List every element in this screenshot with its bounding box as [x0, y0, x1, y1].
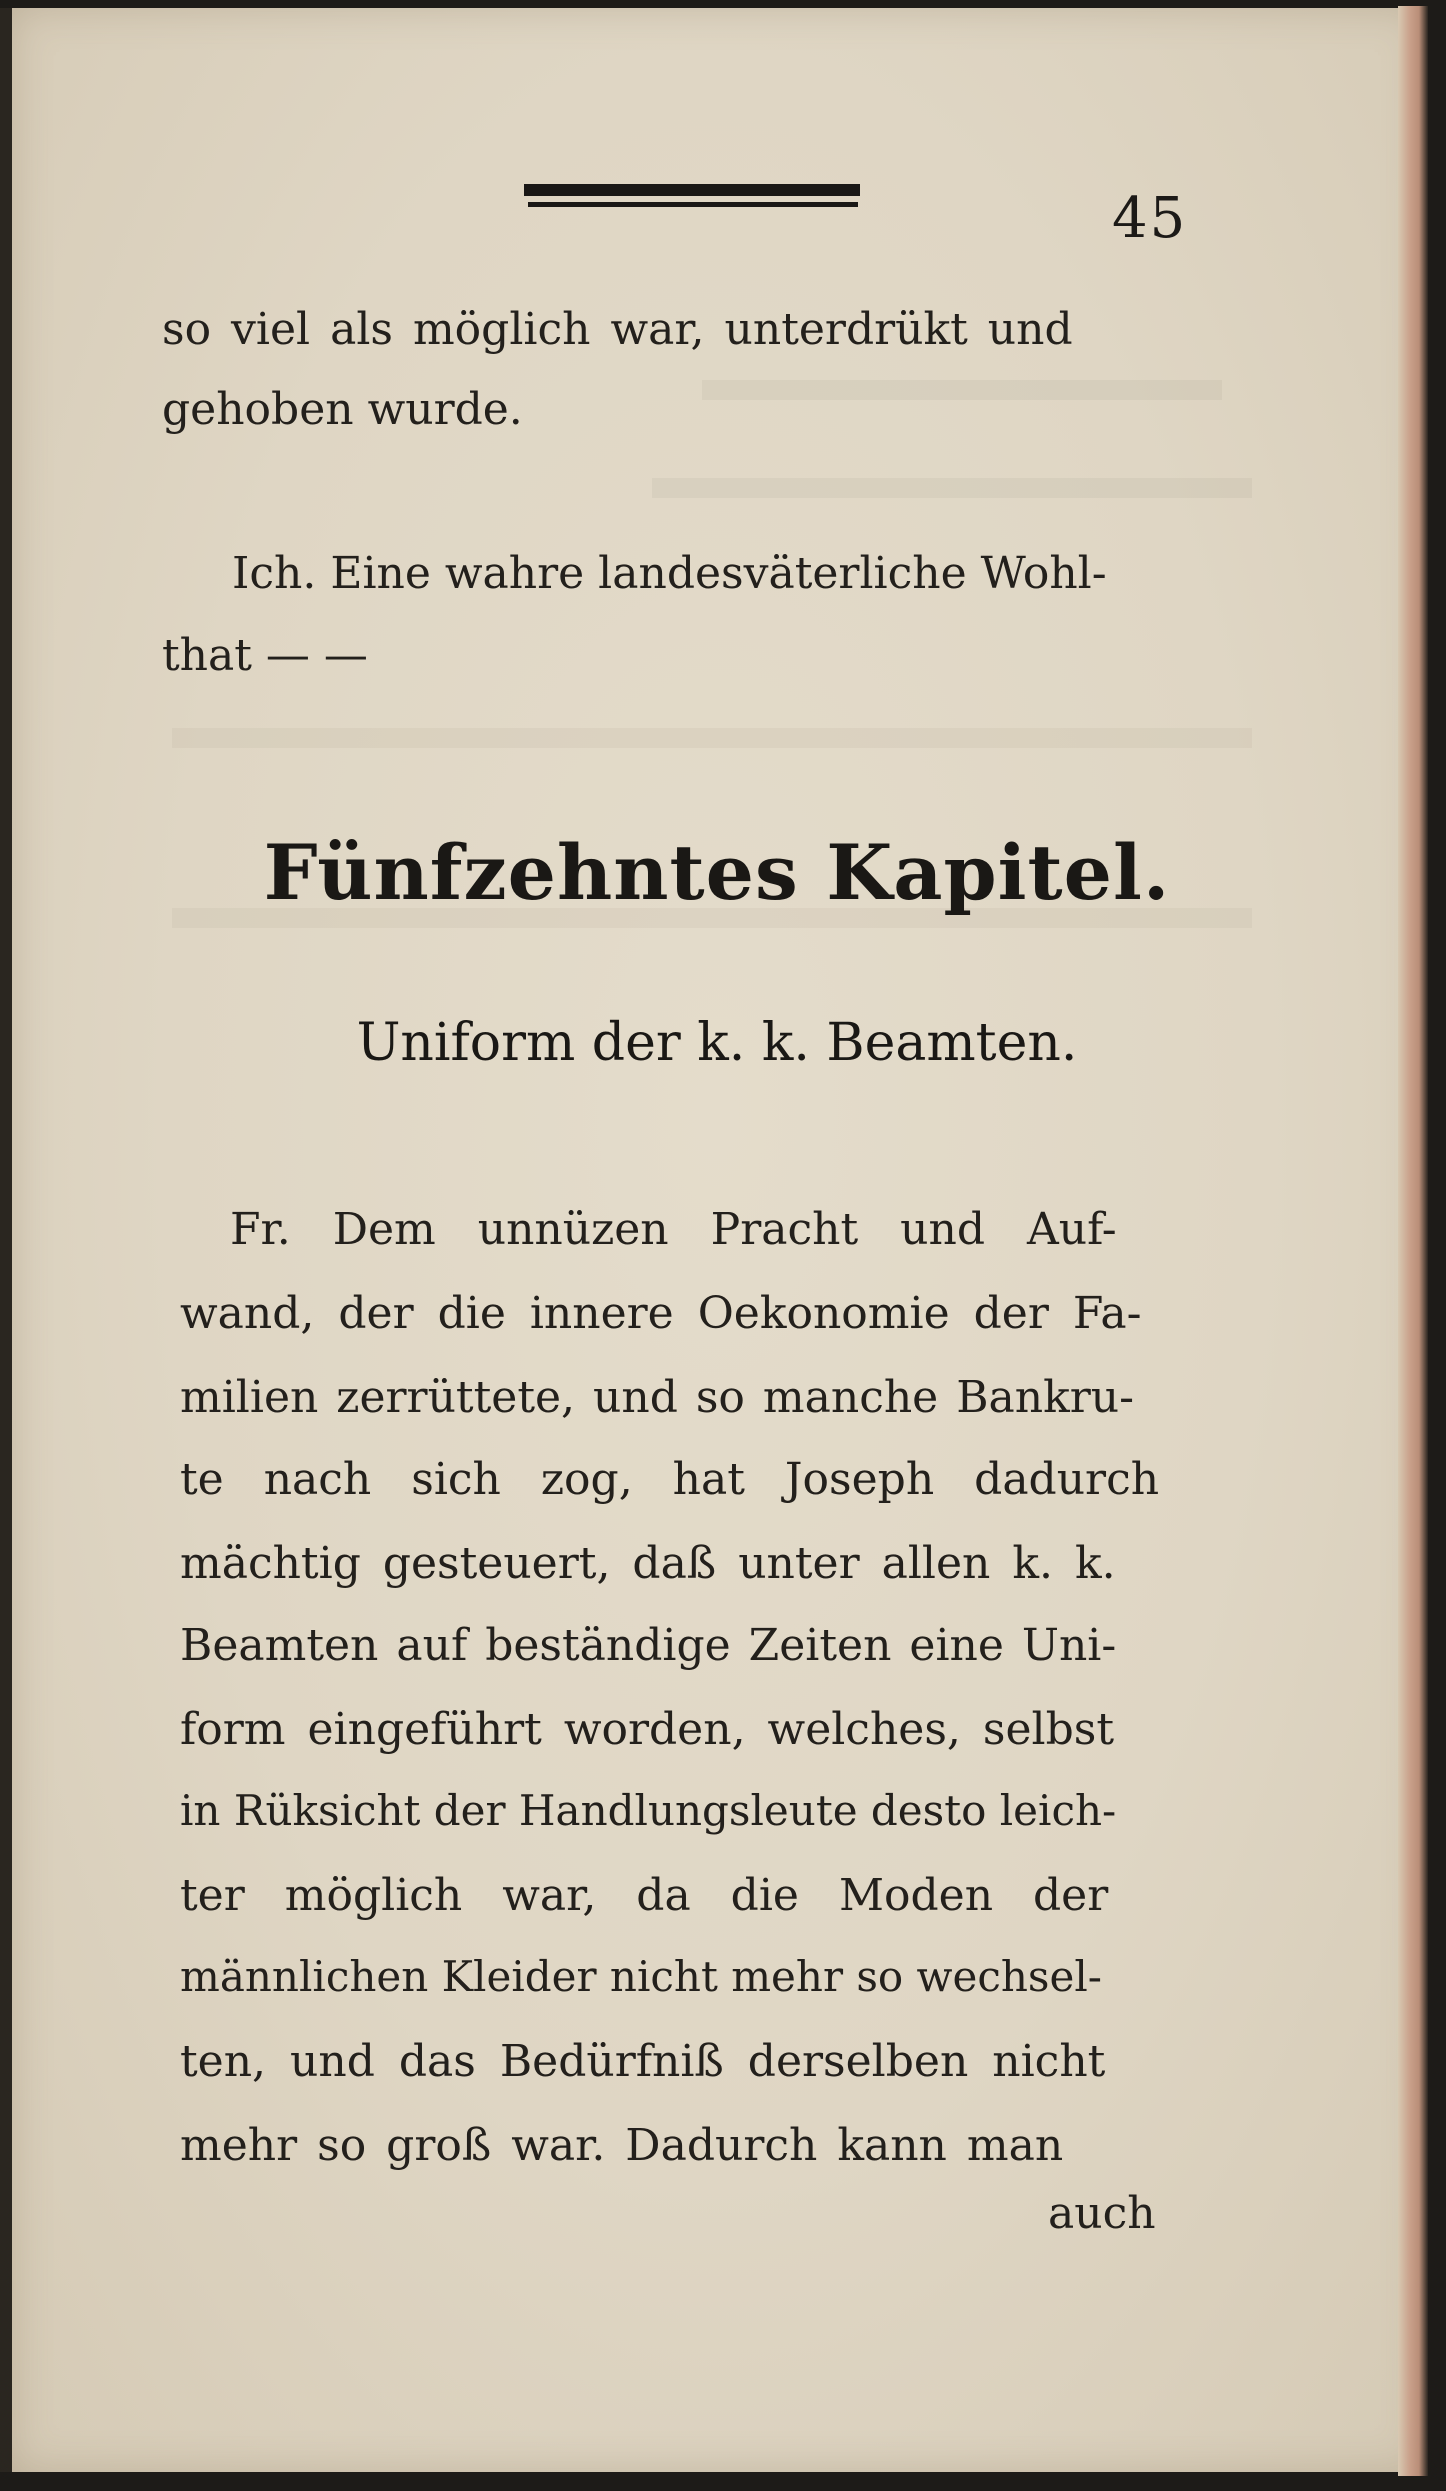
body-line: form eingeführt worden, welches, selbst [180, 1704, 1114, 1755]
show-through-shadow [702, 380, 1222, 400]
fore-edge [1398, 6, 1428, 2476]
body-line: Fr. Dem unnüzen Pracht und Auf- [230, 1204, 1117, 1255]
body-line: wand, der die innere Oekonomie der Fa- [180, 1288, 1142, 1339]
body-line: mächtig gesteuert, daß unter allen k. k. [180, 1538, 1116, 1589]
reply-line: Ich. Eine wahre landesväterliche Wohl- [232, 548, 1107, 599]
page-paper [12, 8, 1422, 2472]
body-line: in Rüksicht der Handlungsleute desto leich- [180, 1786, 1117, 1835]
body-line: ten, und das Bedürfniß derselben nicht [180, 2036, 1106, 2087]
chapter-subtitle: Uniform der k. k. Beamten. [356, 1013, 1078, 1073]
body-line: männlichen Kleider nicht mehr so wechsel- [180, 1952, 1102, 2001]
page-number: 45 [1112, 186, 1188, 251]
carryover-line: so viel als möglich war, unterdrükt und [162, 304, 1073, 355]
show-through-shadow [652, 478, 1252, 498]
header-rule-thick [524, 184, 860, 196]
body-line: milien zerrüttete, und so manche Bankru- [180, 1372, 1135, 1423]
catchword: auch [1048, 2188, 1156, 2239]
reply-line: that — — [162, 630, 368, 681]
carryover-line: gehoben wurde. [162, 384, 523, 435]
header-rule [524, 184, 860, 214]
show-through-shadow [172, 728, 1252, 748]
body-line: ter möglich war, da die Moden der [180, 1870, 1109, 1921]
body-line: mehr so groß war. Dadurch kann man [180, 2120, 1064, 2171]
header-rule-thin [528, 202, 858, 207]
chapter-title: Fünfzehntes Kapitel. [263, 828, 1171, 917]
body-line: te nach sich zog, hat Joseph dadurch [180, 1454, 1160, 1505]
body-line: Beamten auf beständige Zeiten eine Uni- [180, 1620, 1117, 1671]
